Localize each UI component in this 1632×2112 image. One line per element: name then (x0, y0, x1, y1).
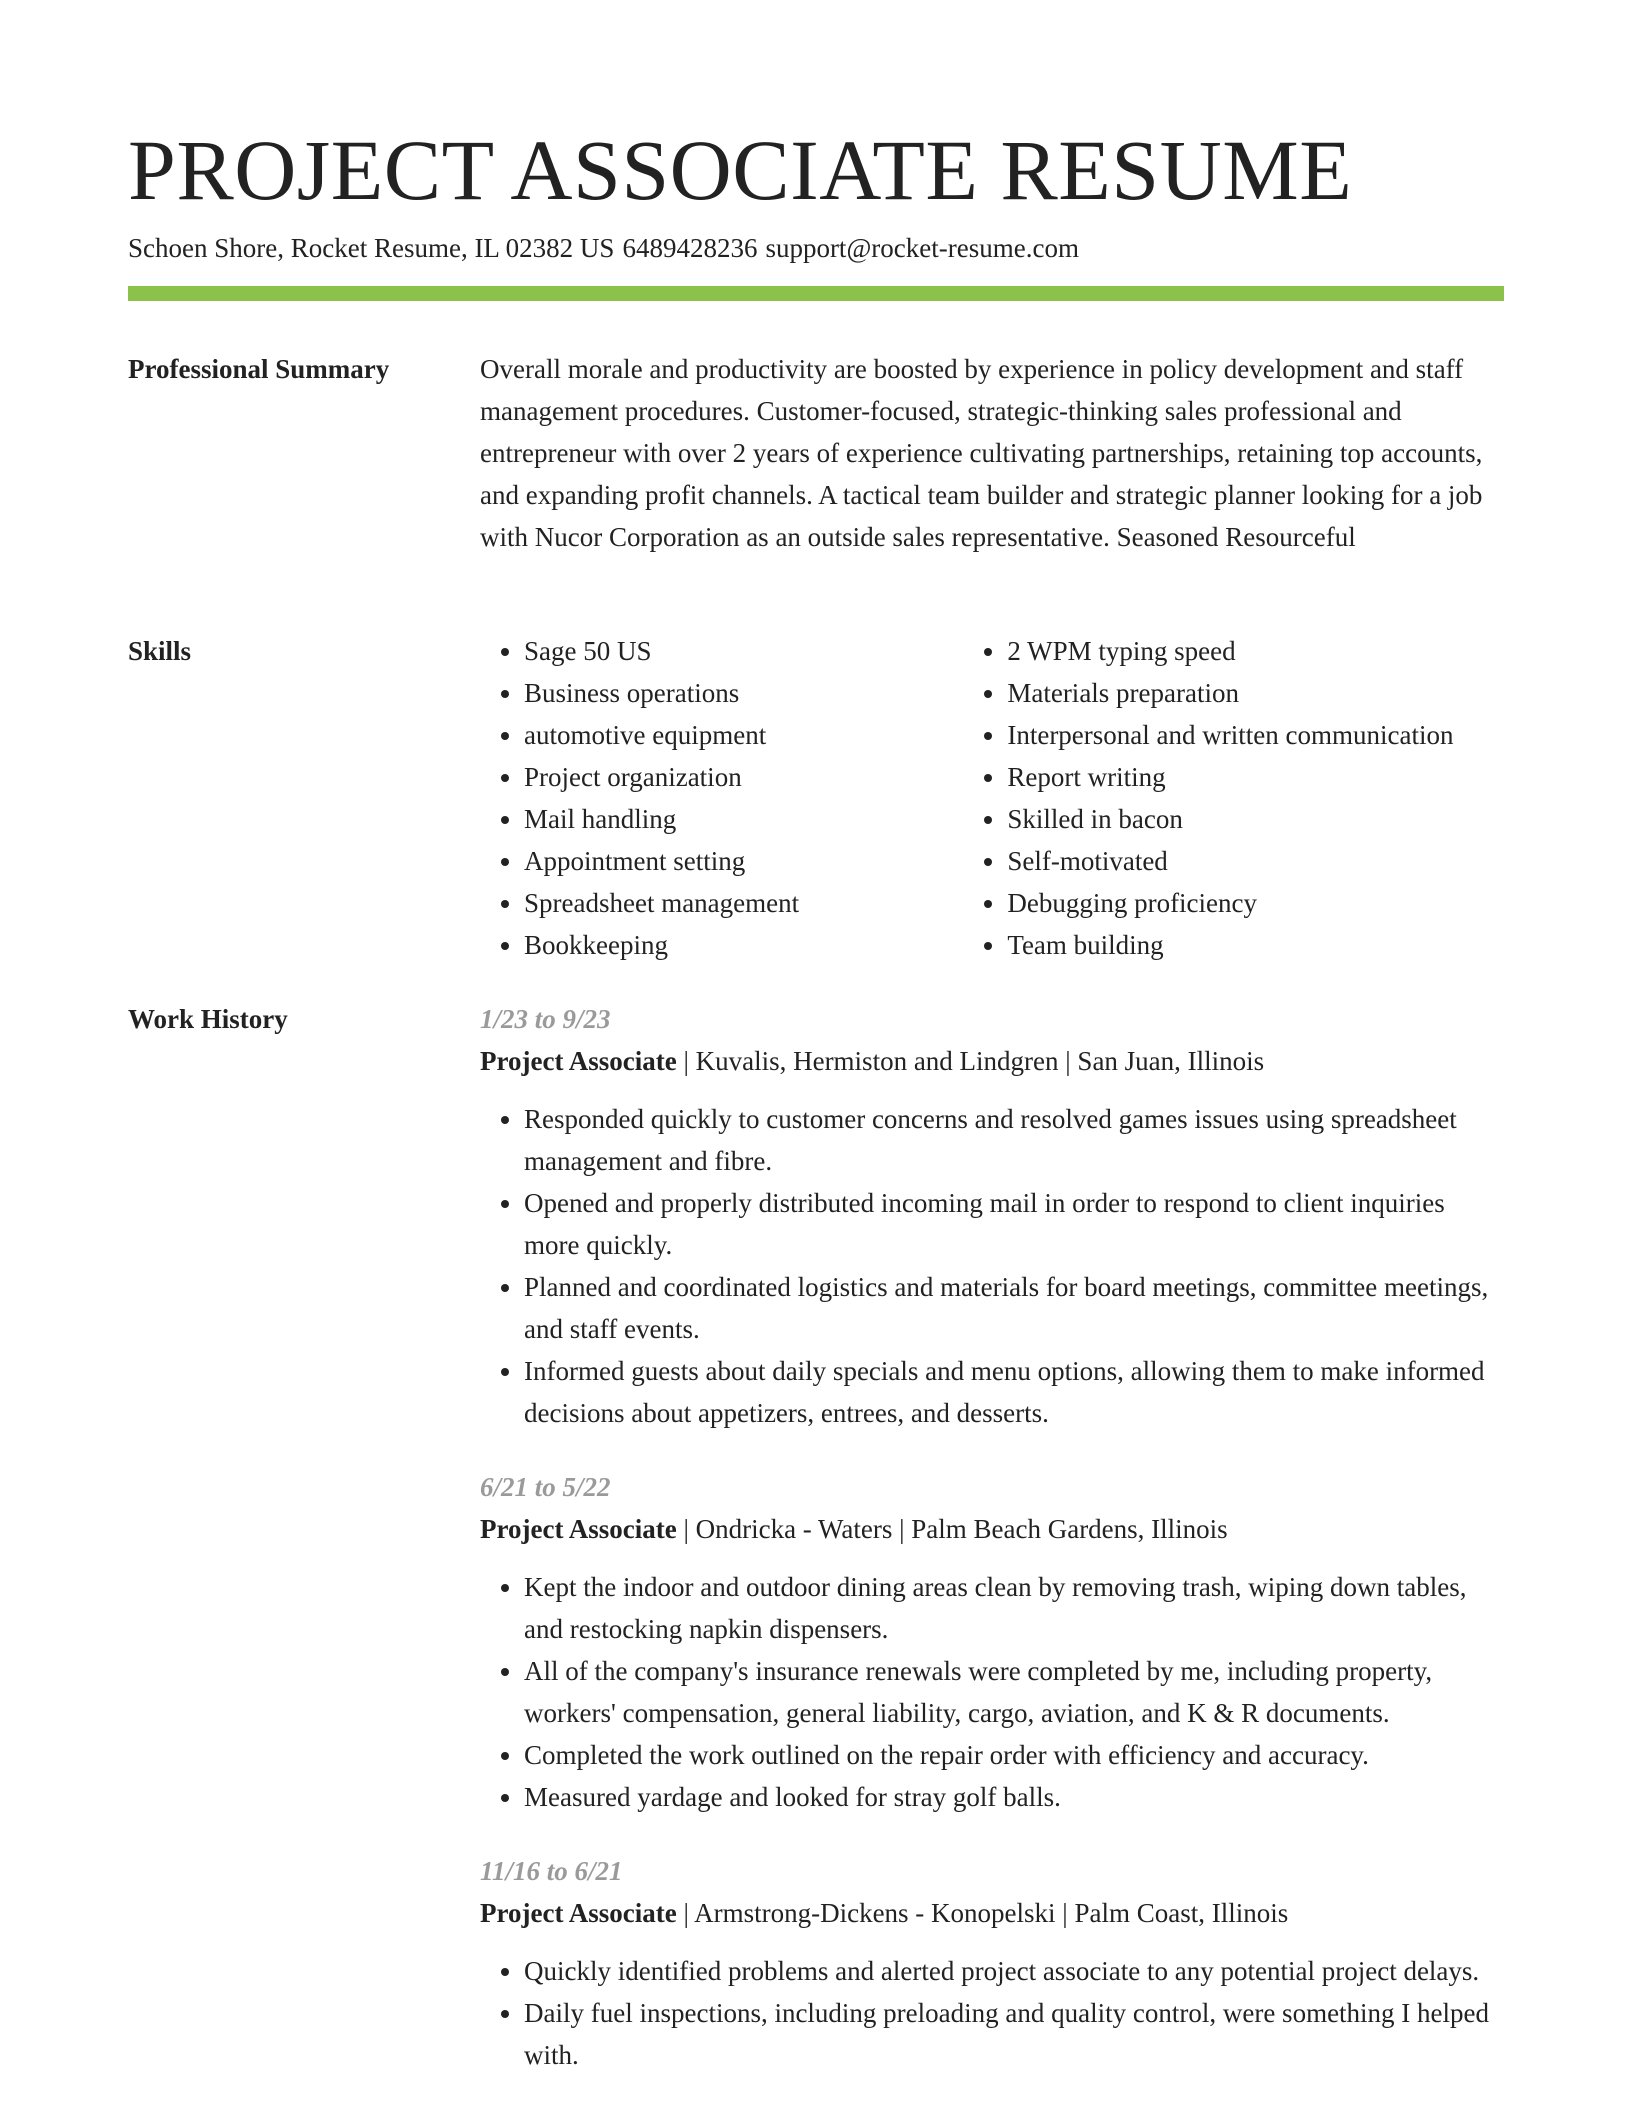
skills-list-left (480, 630, 963, 966)
work-history-body (480, 998, 1504, 2108)
job-bullet: • Responded quickly to customer concerns and resolved games issues using spreadsheet management and fibre. (524, 1098, 1504, 1182)
job-bullet: • Quickly identified problems and alerted project associate to any potential project delays. (524, 1950, 1504, 1992)
job-bullets (480, 1566, 1504, 1818)
job-title: Project Associate (480, 1898, 677, 1928)
skill-item: • Spreadsheet management (524, 882, 963, 924)
job-bullet: • Opened and properly distributed incoming mail in order to respond to client inquiries more quickly. (524, 1182, 1504, 1266)
skill-item: • Skilled in bacon (1007, 798, 1504, 840)
job-heading (480, 1892, 1504, 1934)
skill-item: • Team building (1007, 924, 1504, 966)
summary-body (480, 348, 1504, 558)
job-entry (480, 998, 1504, 1434)
skills-list-right (963, 630, 1504, 966)
skill-item: • Bookkeeping (524, 924, 963, 966)
skill-item: • Appointment setting (524, 840, 963, 882)
contact-address: Schoen Shore, Rocket Resume, IL 02382 US (128, 233, 615, 263)
job-entry (480, 1850, 1504, 2076)
job-dates: 1/23 to 9/23 (480, 1004, 611, 1034)
job-details: | Kuvalis, Hermiston and Lindgren | San Juan, Illinois (683, 1046, 1265, 1076)
skill-item: • Sage 50 US (524, 630, 963, 672)
contact-line (128, 230, 1079, 266)
job-heading (480, 1508, 1504, 1550)
job-bullet: • Measured yardage and looked for stray golf balls. (524, 1776, 1504, 1818)
skill-item: • Project organization (524, 756, 963, 798)
work-history-heading: Work History (128, 1004, 288, 1034)
job-bullets (480, 1950, 1504, 2076)
skill-item: • Business operations (524, 672, 963, 714)
skill-item: • Mail handling (524, 798, 963, 840)
job-bullet: • Planned and coordinated logistics and materials for board meetings, committee meetings, and staff events. (524, 1266, 1504, 1350)
contact-email: support@rocket-resume.com (765, 233, 1079, 263)
summary-heading: Professional Summary (128, 354, 390, 384)
contact-phone: 6489428236 (622, 233, 758, 263)
job-bullet: • Daily fuel inspections, including preloading and quality control, were something I helped with. (524, 1992, 1504, 2076)
resume-title: PROJECT ASSOCIATE RESUME (128, 122, 1353, 218)
job-details: | Ondricka - Waters | Palm Beach Gardens, Illinois (683, 1514, 1228, 1544)
job-entry (480, 1466, 1504, 1818)
skills-columns (480, 630, 1504, 966)
job-details: | Armstrong-Dickens - Konopelski | Palm Coast, Illinois (683, 1898, 1289, 1928)
skill-item: • Materials preparation (1007, 672, 1504, 714)
skill-item: • automotive equipment (524, 714, 963, 756)
skill-item: • Self-motivated (1007, 840, 1504, 882)
job-bullet: • Kept the indoor and outdoor dining areas clean by removing trash, wiping down tables, and restocking napkin dispensers. (524, 1566, 1504, 1650)
skill-item: • 2 WPM typing speed (1007, 630, 1504, 672)
skill-item: • Report writing (1007, 756, 1504, 798)
job-title: Project Associate (480, 1046, 677, 1076)
job-title: Project Associate (480, 1514, 677, 1544)
job-heading (480, 1040, 1504, 1082)
job-bullet: • All of the company's insurance renewals were completed by me, including property, workers' compensation, general liability, cargo, aviation, and K & R documents. (524, 1650, 1504, 1734)
job-dates: 11/16 to 6/21 (480, 1856, 623, 1886)
job-dates: 6/21 to 5/22 (480, 1472, 611, 1502)
job-bullet: • Completed the work outlined on the repair order with efficiency and accuracy. (524, 1734, 1504, 1776)
skills-heading: Skills (128, 636, 192, 666)
header-divider (128, 286, 1504, 301)
skill-item: • Interpersonal and written communication (1007, 714, 1504, 756)
job-bullet: • Informed guests about daily specials and menu options, allowing them to make informed decisions about appetizers, entrees, and desserts. (524, 1350, 1504, 1434)
summary-text: Overall morale and productivity are boosted by experience in policy development and staff management procedures. Customer-focused, strategic-thinking sales professional and entrepreneur with over 2 years of experience cultivating partnerships, retaining top accounts, and expanding profit channels. A tactical team builder and strategic planner looking for a job with Nucor Corporation as an outside sales representative. Seasoned Resourceful (480, 354, 1483, 552)
skills-body (480, 630, 1504, 966)
skill-item: • Debugging proficiency (1007, 882, 1504, 924)
job-bullets (480, 1098, 1504, 1434)
